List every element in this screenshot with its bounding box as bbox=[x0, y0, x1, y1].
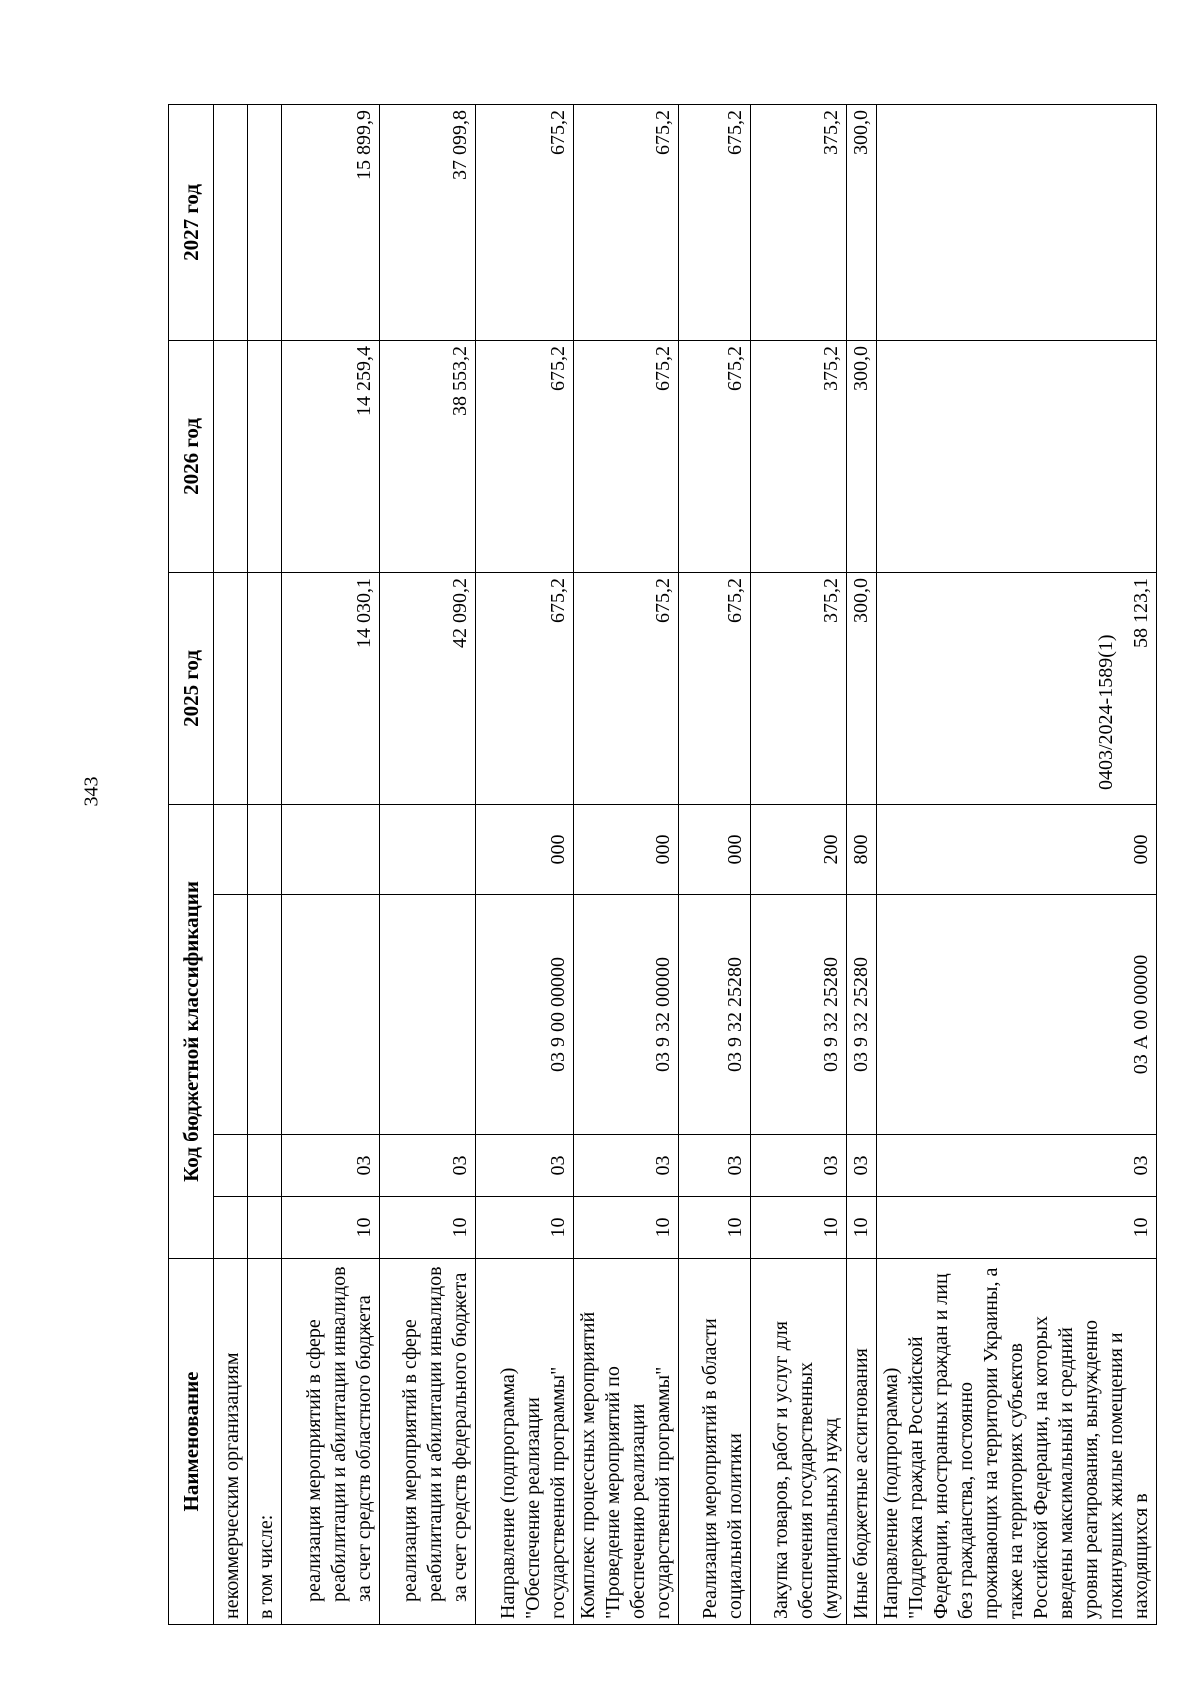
row-rz-cell: 10 bbox=[679, 1197, 751, 1259]
row-v2026-cell: 675,2 bbox=[574, 340, 679, 572]
row-v2026-cell: 675,2 bbox=[476, 340, 574, 572]
row-vr-cell: 000 bbox=[574, 804, 679, 894]
row-rz-cell: 10 bbox=[877, 1197, 1157, 1259]
row-name-cell: Закупка товаров, работ и услуг для обеспечения государственных (муниципальных) нужд bbox=[751, 1259, 847, 1625]
row-csr-cell bbox=[248, 895, 282, 1135]
row-v2027-cell: 375,2 bbox=[751, 104, 847, 340]
row-csr-cell: 03 9 32 25280 bbox=[847, 895, 877, 1135]
row-v2027-cell: 675,2 bbox=[574, 104, 679, 340]
row-csr-cell: 03 9 32 25280 bbox=[751, 895, 847, 1135]
row-vr-cell bbox=[214, 804, 248, 894]
row-v2025-cell: 675,2 bbox=[574, 572, 679, 804]
row-vr-cell bbox=[248, 804, 282, 894]
row-vr-cell bbox=[380, 804, 476, 894]
row-pr-cell: 03 bbox=[380, 1135, 476, 1197]
row-vr-cell: 000 bbox=[679, 804, 751, 894]
document-code: 0403/2024-1589(1) bbox=[1095, 634, 1117, 790]
row-csr-cell: 03 А 00 00000 bbox=[877, 895, 1157, 1135]
table-row bbox=[847, 104, 877, 1624]
row-vr-cell bbox=[282, 804, 380, 894]
row-v2025-cell: 300,0 bbox=[847, 572, 877, 804]
row-vr-cell: 200 bbox=[751, 804, 847, 894]
row-vr-cell: 800 bbox=[847, 804, 877, 894]
row-name-cell: некоммерческим организациям bbox=[214, 1259, 248, 1625]
row-v2027-cell: 37 099,8 bbox=[380, 104, 476, 340]
row-v2026-cell: 300,0 bbox=[847, 340, 877, 572]
table-row bbox=[248, 104, 282, 1624]
row-pr-cell: 03 bbox=[282, 1135, 380, 1197]
row-pr-cell: 03 bbox=[751, 1135, 847, 1197]
budget-table bbox=[168, 104, 1157, 1625]
row-v2025-cell: 375,2 bbox=[751, 572, 847, 804]
row-v2025-cell bbox=[248, 572, 282, 804]
row-csr-cell: 03 9 32 00000 bbox=[574, 895, 679, 1135]
row-v2027-cell: 675,2 bbox=[476, 104, 574, 340]
row-rz-cell: 10 bbox=[476, 1197, 574, 1259]
row-rz-cell: 10 bbox=[751, 1197, 847, 1259]
row-v2025-cell: 14 030,1 bbox=[282, 572, 380, 804]
table-row bbox=[751, 104, 847, 1624]
row-name-cell: Направление (подпрограмма) "Поддержка граждан Российской Федерации, иностранных граждан и лиц без гражданства, постоянно проживающих на территории Украины, а также на территориях субъектов Российской Федерации, на которых введены максимальный и средний уровни реагирования, вынужденно покинувших жилые помещения и находящихся в bbox=[877, 1259, 1157, 1625]
row-name-cell: реализация мероприятий в сфере реабилитации и абилитации инвалидов за счет средств областного бюджета bbox=[282, 1259, 380, 1625]
row-rz-cell bbox=[214, 1197, 248, 1259]
header-2025: 2025 год bbox=[169, 572, 214, 804]
table-row bbox=[282, 104, 380, 1624]
row-v2025-cell: 675,2 bbox=[476, 572, 574, 804]
row-pr-cell: 03 bbox=[476, 1135, 574, 1197]
row-v2026-cell: 38 553,2 bbox=[380, 340, 476, 572]
row-v2026-cell: 375,2 bbox=[751, 340, 847, 572]
header-code: Код бюджетной классификации bbox=[169, 804, 214, 1258]
table-body bbox=[214, 104, 1157, 1624]
row-csr-cell bbox=[380, 895, 476, 1135]
row-csr-cell bbox=[214, 895, 248, 1135]
row-v2026-cell bbox=[214, 340, 248, 572]
table-row bbox=[476, 104, 574, 1624]
table-row bbox=[574, 104, 679, 1624]
row-pr-cell bbox=[214, 1135, 248, 1197]
row-name-cell: Иные бюджетные ассигнования bbox=[847, 1259, 877, 1625]
row-pr-cell: 03 bbox=[847, 1135, 877, 1197]
row-rz-cell bbox=[248, 1197, 282, 1259]
row-name-cell: в том числе: bbox=[248, 1259, 282, 1625]
row-v2025-cell: 42 090,2 bbox=[380, 572, 476, 804]
header-2027: 2027 год bbox=[169, 104, 214, 340]
row-csr-cell: 03 9 00 00000 bbox=[476, 895, 574, 1135]
row-name-cell: Комплекс процессных мероприятий "Проведение мероприятий по обеспечению реализации государственной программы" bbox=[574, 1259, 679, 1625]
table-row bbox=[380, 104, 476, 1624]
row-name-cell: реализация мероприятий в сфере реабилитации и абилитации инвалидов за счет средств федерального бюджета bbox=[380, 1259, 476, 1625]
row-csr-cell bbox=[282, 895, 380, 1135]
row-csr-cell: 03 9 32 25280 bbox=[679, 895, 751, 1135]
row-pr-cell: 03 bbox=[877, 1135, 1157, 1197]
row-v2025-cell bbox=[214, 572, 248, 804]
row-pr-cell bbox=[248, 1135, 282, 1197]
row-vr-cell: 000 bbox=[877, 804, 1157, 894]
row-pr-cell: 03 bbox=[574, 1135, 679, 1197]
header-name: Наименование bbox=[169, 1259, 214, 1625]
row-rz-cell: 10 bbox=[380, 1197, 476, 1259]
header-2026: 2026 год bbox=[169, 340, 214, 572]
row-v2027-cell bbox=[214, 104, 248, 340]
row-v2026-cell bbox=[248, 340, 282, 572]
page-number: 343 bbox=[80, 776, 103, 807]
row-v2025-cell: 675,2 bbox=[679, 572, 751, 804]
table-row bbox=[214, 104, 248, 1624]
row-v2026-cell: 14 259,4 bbox=[282, 340, 380, 572]
row-pr-cell: 03 bbox=[679, 1135, 751, 1197]
row-rz-cell: 10 bbox=[574, 1197, 679, 1259]
row-v2026-cell: 675,2 bbox=[679, 340, 751, 572]
row-name-cell: Реализация мероприятий в области социальной политики bbox=[679, 1259, 751, 1625]
row-v2027-cell bbox=[248, 104, 282, 340]
row-rz-cell: 10 bbox=[847, 1197, 877, 1259]
row-v2025-cell: 58 123,1 bbox=[877, 572, 1157, 804]
table-row bbox=[679, 104, 751, 1624]
row-vr-cell: 000 bbox=[476, 804, 574, 894]
row-name-cell: Направление (подпрограмма) "Обеспечение реализации государственной программы" bbox=[476, 1259, 574, 1625]
row-v2027-cell: 675,2 bbox=[679, 104, 751, 340]
table-header-row bbox=[169, 104, 214, 1624]
row-v2027-cell: 300,0 bbox=[847, 104, 877, 340]
row-rz-cell: 10 bbox=[282, 1197, 380, 1259]
row-v2027-cell: 15 899,9 bbox=[282, 104, 380, 340]
